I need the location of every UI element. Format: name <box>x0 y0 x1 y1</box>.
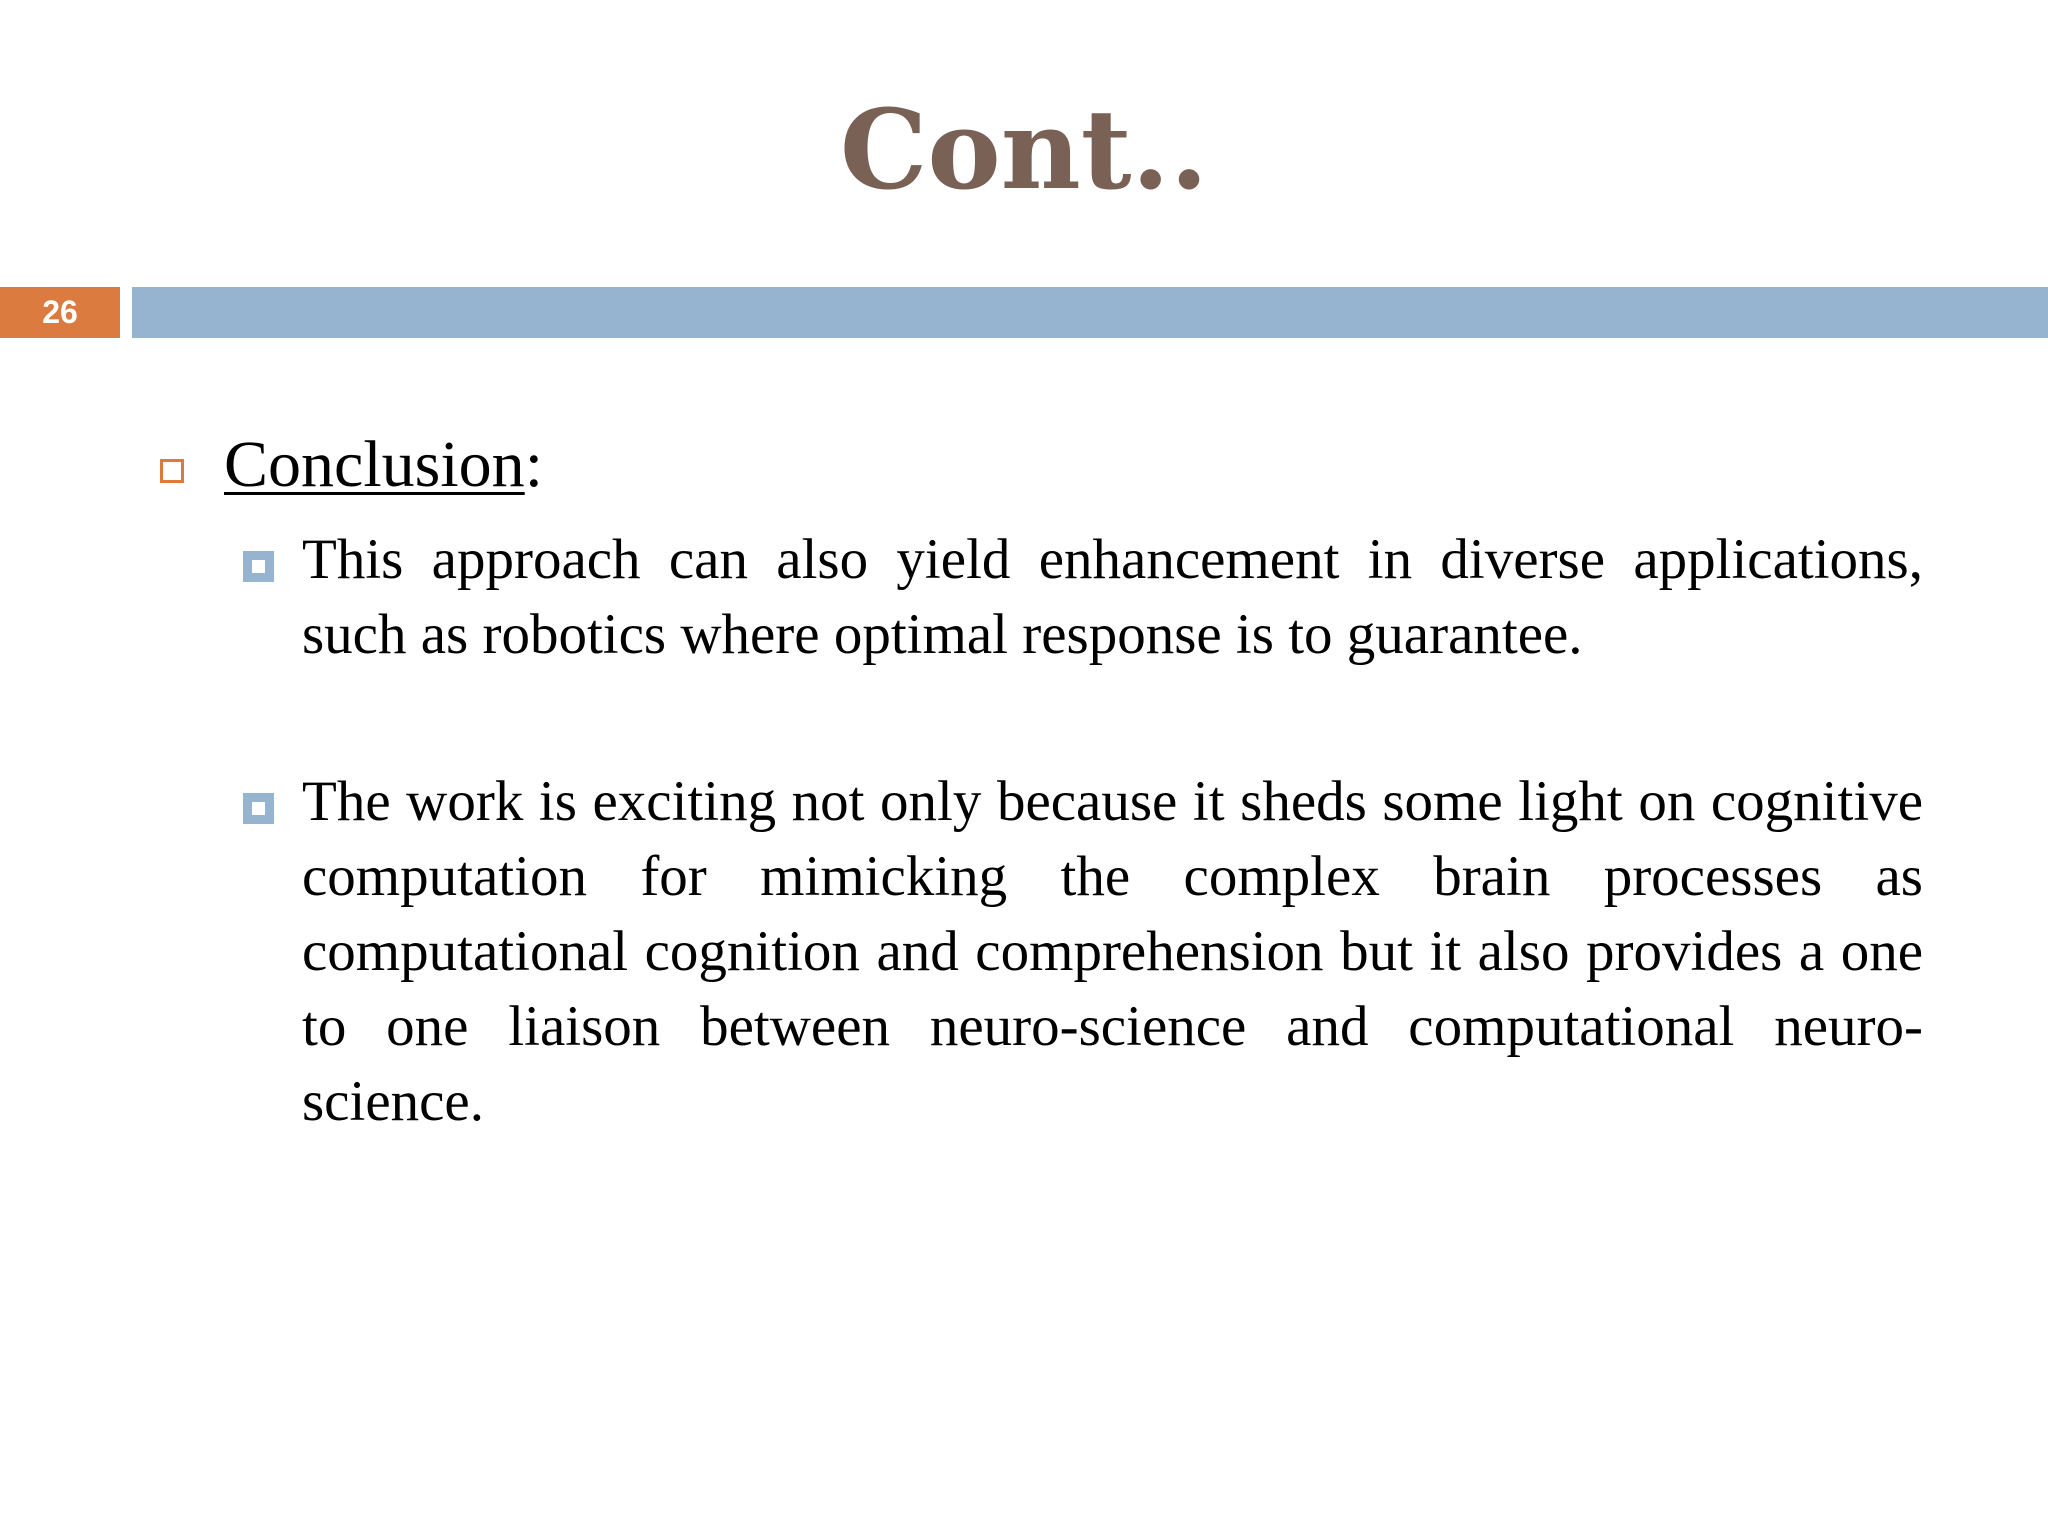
bullet-text: This approach can also yield enhancement in diverse applications, such as robotics where optimal response is to guarantee. <box>302 528 1923 666</box>
bullet-item <box>243 522 1923 672</box>
section-heading <box>224 425 543 505</box>
bullet-level1 <box>160 425 543 505</box>
slide-title: Cont.. <box>839 85 1209 214</box>
section-heading-colon: : <box>524 428 544 501</box>
square-bullet-icon <box>243 793 274 824</box>
bullet-item <box>243 764 1923 1139</box>
square-bullet-icon <box>243 551 274 582</box>
page-number-badge: 26 <box>0 287 120 338</box>
hollow-square-icon <box>160 459 184 483</box>
section-heading-text: Conclusion <box>224 428 525 501</box>
bullet-text: The work is exciting not only because it sheds some light on cognitive computation for mimicking the complex brain processes as computational cognition and comprehension but it also provides a one to one liaison between neuro-science and computational neuro-science. <box>302 770 1923 1133</box>
